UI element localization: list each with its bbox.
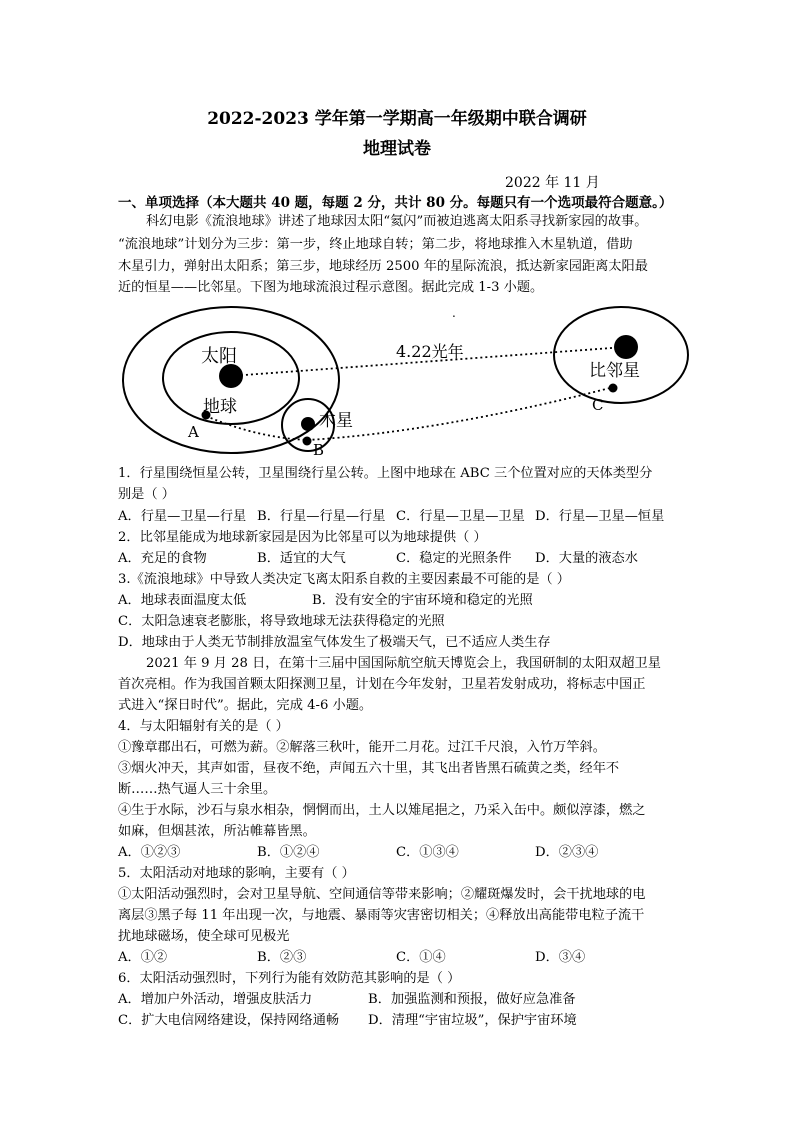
q4-statement-line: 如麻，但烟甚浓，所沾帷幕皆黑。 — [118, 824, 316, 839]
q4-statement-line: ①豫章郡出石，可燃为薪。②解落三秋叶，能开二月花。过江千尺浪，入竹万竿斜。 — [118, 740, 606, 755]
passage1-line: 木星引力，弹射出太阳系；第三步，地球经历 2500 年的星际流浪，抵达新家园距离太阳最 — [118, 259, 648, 274]
q6-option-c: C．扩大电信网络建设，保持网络通畅 — [118, 1013, 340, 1028]
sun-label: 太阳 — [201, 346, 237, 367]
q4-statement-line: ③烟火冲天，其声如雷，昼夜不绝，声闻五六十里，其飞出者皆黑石硫黄之类，经年不 — [118, 761, 620, 776]
distance-label: 4.22光年 — [396, 342, 464, 361]
earth-trajectory — [206, 388, 610, 440]
exam-title: 2022-2023 学年第一学期高一年级期中联合调研 — [207, 109, 587, 129]
question-6-stem: 6．太阳活动强烈时，下列行为能有效防范其影响的是（ ） — [118, 971, 461, 986]
question-1-stem: 1．行星围绕恒星公转，卫星围绕行星公转。上图中地球在 ABC 三个位置对应的天体类型分 — [118, 466, 653, 481]
q1-option-d: D．行星—卫星—恒星 — [535, 509, 665, 524]
passage2-line: 首次亮相。作为我国首颗太阳探测卫星，计划在今年发射，卫星若发射成功，将标志中国正 — [118, 677, 646, 692]
q5-option-a: A．①② — [118, 950, 168, 965]
q6-option-d: D．清理“宇宙垃圾”，保护宇宙环境 — [368, 1013, 577, 1028]
earth-wandering-diagram — [118, 300, 698, 460]
q3-option-a: A．地球表面温度太低 — [118, 593, 247, 608]
passage2-line: 2021 年 9 月 28 日，在第十三届中国国际航空航天博览会上，我国研制的太阳双超卫星 — [146, 656, 661, 671]
q2-option-b: B．适宜的大气 — [257, 551, 346, 566]
q5-option-b: B．②③ — [257, 950, 307, 965]
q3-option-c: C．太阳急速衰老膨胀，将导致地球无法获得稳定的光照 — [118, 614, 445, 629]
q5-statement-line: 扰地球磁场，使全球可见极光 — [118, 929, 290, 944]
q6-option-b: B．加强监测和预报，做好应急准备 — [368, 992, 576, 1007]
q1-option-b: B．行星—行星—行星 — [257, 509, 386, 524]
q1-option-a: A．行星—卫星—行星 — [118, 509, 247, 524]
jupiter-label: 木星 — [319, 411, 353, 431]
point-a-label: A — [188, 423, 199, 441]
q4-statement-line: 断……热气逼人三十余里。 — [118, 782, 277, 797]
q2-option-c: C．稳定的光照条件 — [396, 551, 512, 566]
proxima-label: 比邻星 — [589, 361, 640, 381]
exam-subject: 地理试卷 — [363, 139, 431, 159]
exam-date: 2022 年 11 月 — [505, 175, 600, 191]
q1-option-c: C．行星—卫星—卫星 — [396, 509, 525, 524]
stray-dot: . — [452, 306, 456, 320]
question-5-stem: 5．太阳活动对地球的影响，主要有（ ） — [118, 866, 355, 881]
earth-point-b — [303, 437, 312, 446]
q4-option-d: D．②③④ — [535, 845, 599, 860]
question-1-stem-cont: 别是（ ） — [118, 487, 175, 502]
question-2-stem: 2．比邻星能成为地球新家园是因为比邻星可以为地球提供（ ） — [118, 530, 487, 545]
earth-label: 地球 — [203, 397, 237, 417]
q2-option-a: A．充足的食物 — [118, 551, 207, 566]
passage1-line: 近的恒星——比邻星。下图为地球流浪过程示意图。据此完成 1-3 小题。 — [118, 280, 544, 295]
q5-option-c: C．①④ — [396, 950, 446, 965]
q3-option-d: D．地球由于人类无节制排放温室气体发生了极端天气，已不适应人类生存 — [118, 635, 551, 650]
q5-statement-line: ①太阳活动强烈时，会对卫星导航、空间通信等带来影响；②耀斑爆发时，会干扰地球的电 — [118, 887, 646, 902]
q4-option-c: C．①③④ — [396, 845, 459, 860]
q6-option-a: A．增加户外活动，增强皮肤活力 — [118, 992, 313, 1007]
earth-point-c — [609, 384, 618, 393]
q2-option-d: D．大量的液态水 — [535, 551, 638, 566]
q4-statement-line: ④生于水际，沙石与泉水相杂，惘惘而出，土人以雉尾挹之，乃采入缶中。颇似淳漆，燃之 — [118, 803, 646, 818]
section-heading: 一、单项选择（本大题共 40 题，每题 2 分，共计 80 分。每题只有一个选项最符合题意。） — [118, 195, 673, 211]
point-b-label: B — [313, 441, 325, 459]
q3-option-b: B．没有安全的宇宙环境和稳定的光照 — [312, 593, 533, 608]
q5-statement-line: 离层③黑子每 11 年出现一次，与地震、暴雨等灾害密切相关；④释放出高能带电粒子流干 — [118, 908, 645, 923]
jupiter-icon — [301, 417, 315, 431]
q4-option-a: A．①②③ — [118, 845, 181, 860]
passage1-line: “流浪地球”计划分为三步：第一步，终止地球自转；第二步，将地球推入木星轨道，借助 — [118, 237, 633, 252]
passage1-line: 科幻电影《流浪地球》讲述了地球因太阳“氦闪”而被迫逃离太阳系寻找新家园的故事。 — [146, 214, 648, 229]
q4-option-b: B．①②④ — [257, 845, 320, 860]
question-3-stem: 3.《流浪地球》中导致人类决定飞离太阳系自救的主要因素最不可能的是（ ） — [118, 572, 570, 587]
point-c-label: C — [592, 396, 604, 414]
question-4-stem: 4．与太阳辐射有关的是（ ） — [118, 719, 289, 734]
proxima-star-icon — [614, 335, 638, 359]
sun-icon — [219, 364, 243, 388]
passage2-line: 式进入“探日时代”。据此，完成 4-6 小题。 — [118, 698, 373, 713]
q5-option-d: D．③④ — [535, 950, 586, 965]
